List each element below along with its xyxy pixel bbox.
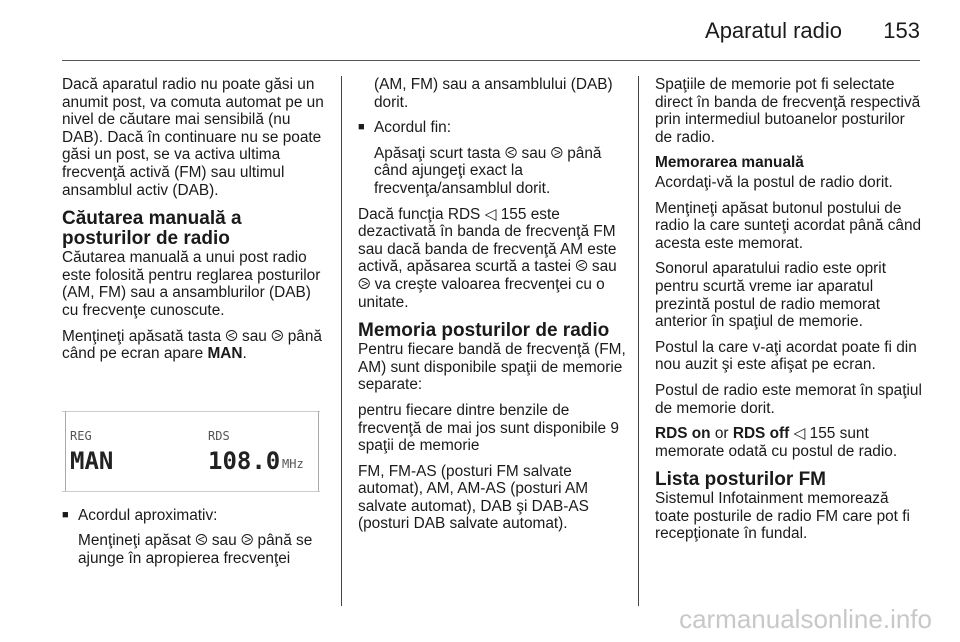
paragraph-manual-search: Căutarea manuală a unui post radio este folosită pentru reglarea posturilor (AM, FM) sau a ansamblurilor (DAB) cu frecvenţe cunoscute.: [62, 249, 321, 319]
bullet-fine-tuning-title: ■ Acordul fin:: [358, 119, 626, 137]
page-reference-icon: ◁: [484, 204, 497, 223]
header-divider: [62, 60, 920, 61]
column-3: [655, 76, 923, 551]
bullet-fine-tuning-text: Apăsaţi scurt tasta ⧀ sau ⧁ până când ajungeţi exact la frecvenţa/ansamblul dorit.: [374, 143, 602, 197]
bullet-coarse-tuning-title: ■ Acordul aproximativ:: [62, 507, 328, 525]
heading-manual-store: Memorarea manuală: [655, 154, 804, 172]
paragraph-fm-list: Sistemul Infotainment memorează toate posturile de radio FM care pot fi recepţionate în fundal.: [655, 490, 910, 543]
radio-display-illustration: [62, 407, 320, 497]
bullet-coarse-tuning-text: Menţineţi apăsat ⧀ sau ⧁ până se ajunge în apropierea frecvenţei: [78, 531, 313, 567]
column-divider-1: [341, 76, 342, 606]
column-1: [62, 76, 328, 576]
watermark: carmanualsonline.info: [679, 604, 932, 634]
seek-right-icon: ⧁: [240, 531, 254, 550]
column-divider-2: [638, 76, 639, 606]
page-reference-icon: ◁: [793, 424, 806, 443]
display-mode: MAN: [70, 447, 114, 475]
paragraph-memory-select: Spaţiile de memorie pot fi selectate direct în banda de frecvenţă respectivă prin intermediul butoanelor posturilor de radio.: [655, 76, 921, 146]
paragraph-hold-key: Menţineţi apăsată tasta ⧀ sau ⧁ până când pe ecran apare MAN.: [62, 326, 322, 363]
display-frequency: 108.0: [208, 447, 281, 475]
paragraph-store-2: Menţineţi apăsat butonul postului de radio la care sunteţi acordat până când acesta este memorat.: [655, 199, 922, 252]
paragraph-memory-1: Pentru fiecare bandă de frecvenţă (FM, AM) sunt disponibile spaţii de memorie separate:: [358, 341, 626, 394]
display-unit: MHz: [282, 457, 304, 471]
page-number: 153: [883, 18, 920, 43]
paragraph-rds: Dacă funcţia RDS ◁ 155 este dezactivată în banda de frecvenţă FM sau dacă banda de frecvenţă AM este activă, apăsarea scurtă a tastei ⧀ sau ⧁ va creşte valoarea frecvenţei cu o unitate.: [358, 204, 617, 311]
rds-off-label: RDS off: [732, 425, 790, 443]
seek-right-icon: ⧁: [550, 143, 563, 162]
paragraph-memory-3: FM, FM-AS (posturi FM salvate automat), AM, AM-AS (posturi AM salvate automat), DAB şi DAB-AS (posturi DAB salvate automat).: [358, 462, 589, 533]
man-label: MAN: [207, 345, 243, 363]
paragraph-store-4: Postul la care v-aţi acordat poate fi din nou auzit şi este afişat pe ecran.: [655, 338, 917, 374]
heading-manual-search: Căutarea manuală a posturilor de radio: [62, 208, 242, 250]
seek-left-icon: ⧀: [575, 257, 588, 276]
seek-right-icon: ⧁: [358, 274, 371, 293]
page-title: Aparatul radio: [705, 18, 842, 43]
page-header: [62, 0, 920, 62]
heading-station-memory: Memoria posturilor de radio: [358, 320, 610, 342]
display-rds-label: RDS: [208, 429, 230, 443]
rds-on-label: RDS on: [655, 425, 711, 443]
paragraph-continued: (AM, FM) sau a ansamblului (DAB) dorit.: [374, 76, 613, 111]
seek-left-icon: ⧀: [195, 531, 208, 550]
seek-left-icon: ⧀: [225, 326, 238, 345]
paragraph-store-3: Sonorul aparatului radio este oprit pentru scurtă vreme iar aparatul prezintă postul de radio memorat anterior în spaţiul de memorie.: [655, 260, 887, 331]
paragraph-memory-2: pentru fiecare dintre benzile de frecvenţă de mai jos sunt disponibile 9 spaţii de memorie: [358, 401, 619, 455]
paragraph-auto-search: Dacă aparatul radio nu poate găsi un anumit post, va comuta automat pe un nivel de căutare mai sensibilă (nu DAB). Dacă în continuare nu se poate găsi un post, se va activa ultima frecvenţă activă (FM) sau ultimul ansamblul activ (DAB).: [62, 76, 324, 199]
seek-left-icon: ⧀: [504, 143, 518, 162]
paragraph-store-1: Acordaţi-vă la postul de radio dorit.: [655, 173, 893, 191]
display-reg-label: REG: [70, 429, 92, 443]
column-2: [358, 76, 626, 541]
paragraph-store-5: Postul de radio este memorat în spaţiul de memorie dorit.: [655, 381, 922, 417]
heading-fm-list: Lista posturilor FM: [655, 469, 826, 491]
seek-right-icon: ⧁: [271, 326, 284, 345]
paragraph-rds-memory: RDS on or RDS off ◁ 155 sunt memorate odată cu postul de radio.: [655, 424, 898, 460]
